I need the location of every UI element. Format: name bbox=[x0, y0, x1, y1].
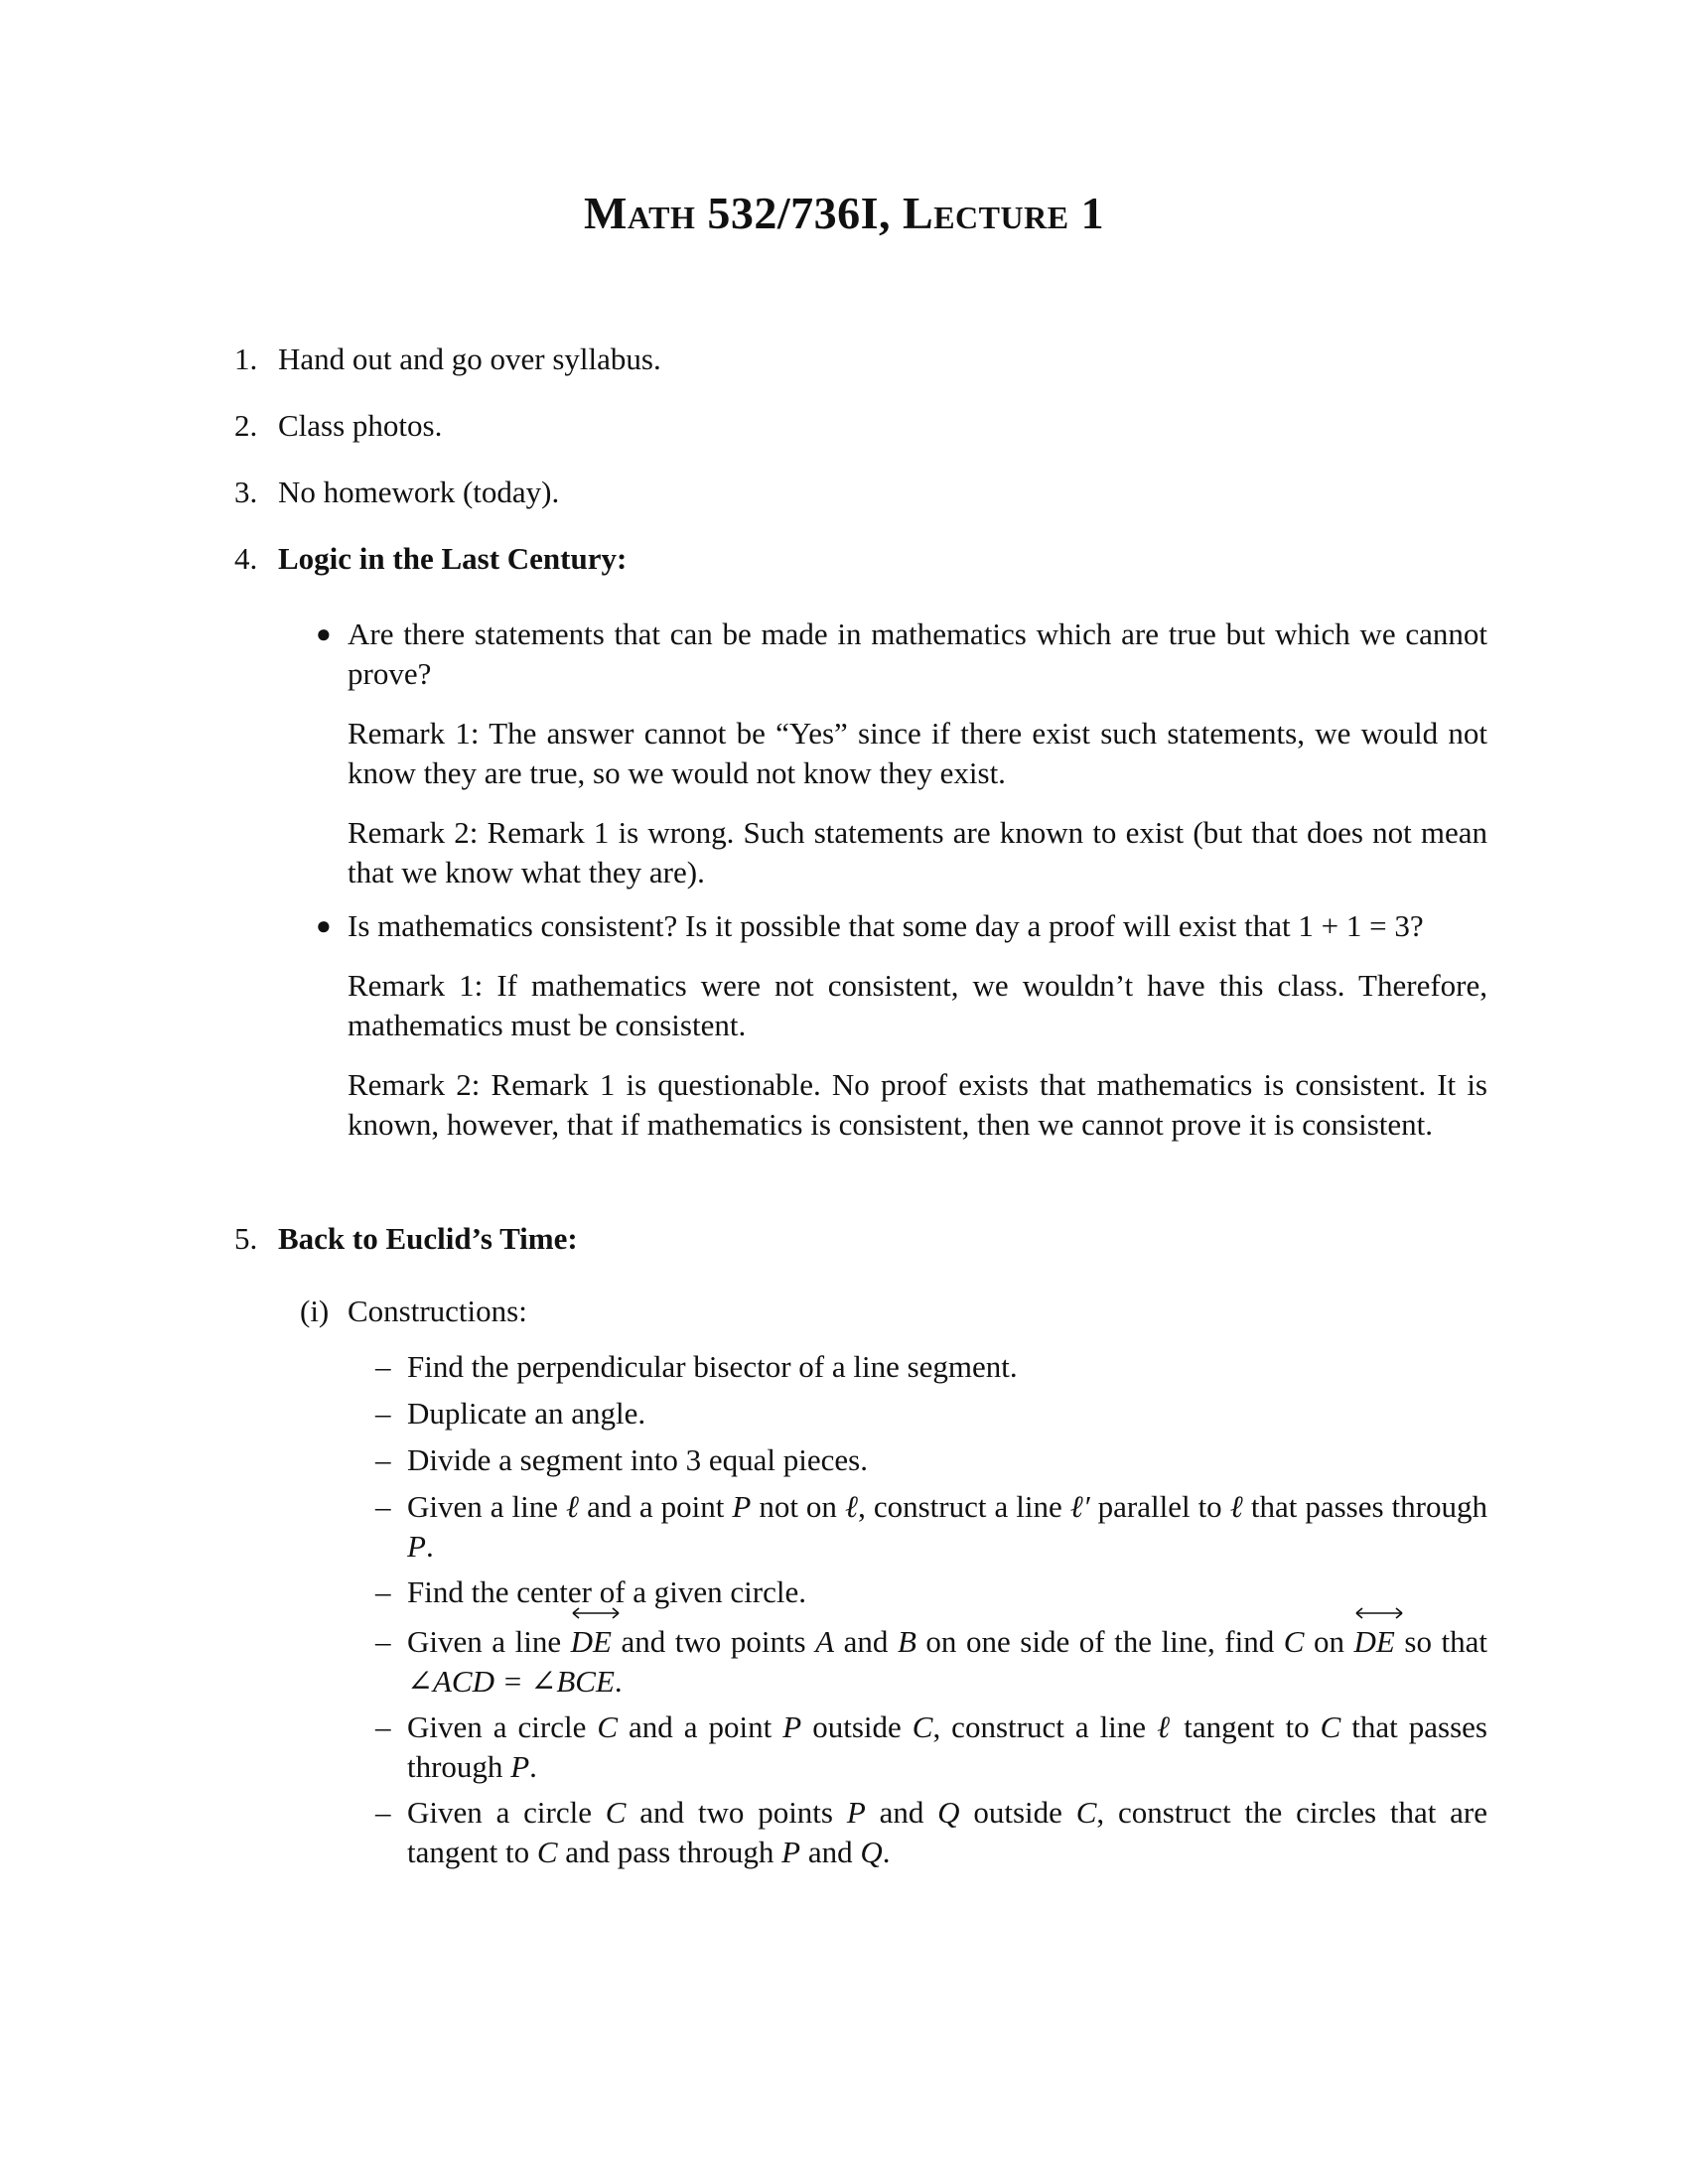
text-run: . bbox=[614, 1664, 623, 1699]
item-number: 4. bbox=[234, 541, 258, 576]
dash-icon: – bbox=[375, 1349, 391, 1384]
text-run: on one side of the line, find bbox=[915, 1624, 1284, 1659]
math-var: C bbox=[597, 1709, 619, 1744]
bullet-icon: ● bbox=[316, 911, 332, 940]
question-2-remark-2: Remark 2: Remark 1 is questionable. No proof exists that mathematics is consistent. It is known, however, that if mathematics is consistent, then we cannot prove it is consistent. bbox=[348, 1067, 1487, 1142]
math-var: C bbox=[605, 1795, 627, 1830]
text-run: and bbox=[865, 1795, 938, 1830]
math-var: ℓ′ bbox=[1069, 1489, 1090, 1524]
math-var: P bbox=[510, 1749, 530, 1784]
construction-8 bbox=[407, 1793, 1487, 1872]
math-expression: ∠ACD = ∠BCE bbox=[407, 1664, 615, 1699]
text-run: and bbox=[834, 1624, 898, 1659]
text-run: and a point bbox=[579, 1489, 733, 1524]
text-run: that passes through bbox=[407, 1709, 1487, 1784]
math-var: P bbox=[407, 1529, 426, 1564]
math-var: P bbox=[732, 1489, 752, 1524]
math-var: P bbox=[781, 1835, 801, 1869]
dash-icon: – bbox=[375, 1442, 391, 1477]
text-run: tangent to bbox=[1173, 1709, 1321, 1744]
title-l: L bbox=[903, 188, 934, 238]
question-2: Is mathematics consistent? Is it possible that some day a proof will exist that 1 + 1 = 3? bbox=[348, 908, 1424, 943]
question-2-remark-1: Remark 1: If mathematics were not consistent, we wouldn’t have this class. Therefore, mathematics must be consistent. bbox=[348, 968, 1487, 1042]
title-ath: ath bbox=[627, 188, 696, 238]
section-heading-logic: Logic in the Last Century: bbox=[278, 541, 628, 576]
math-var: C bbox=[1320, 1709, 1341, 1744]
construction-7 bbox=[407, 1707, 1487, 1787]
text-run: outside bbox=[959, 1795, 1076, 1830]
text-run: Given a line bbox=[407, 1624, 571, 1659]
title-ecture: ecture bbox=[933, 188, 1069, 238]
text-run: . bbox=[425, 1529, 434, 1564]
dash-icon: – bbox=[375, 1396, 391, 1431]
construction-6 bbox=[407, 1622, 1487, 1702]
math-var: ℓ bbox=[844, 1489, 859, 1524]
section-heading-euclid: Back to Euclid’s Time: bbox=[278, 1221, 578, 1256]
item-text: Hand out and go over syllabus. bbox=[278, 341, 661, 376]
math-var: ℓ bbox=[566, 1489, 580, 1524]
line-de-overarrow bbox=[1354, 1622, 1395, 1662]
text-run: and a point bbox=[618, 1709, 783, 1744]
text-run: and two points bbox=[626, 1795, 847, 1830]
item-text: No homework (today). bbox=[278, 475, 560, 509]
text-run: parallel to bbox=[1089, 1489, 1230, 1524]
math-var: P bbox=[782, 1709, 802, 1744]
math-var: ℓ bbox=[1157, 1709, 1174, 1744]
dash-icon: – bbox=[375, 1795, 391, 1830]
item-number: 5. bbox=[234, 1221, 258, 1256]
title-m: M bbox=[583, 188, 628, 238]
text-run: . bbox=[882, 1835, 891, 1869]
text-run: Given a line bbox=[407, 1489, 566, 1524]
double-arrow-icon bbox=[571, 1606, 621, 1620]
question-1-remark-2: Remark 2: Remark 1 is wrong. Such statements are known to exist (but that does not mean that we know what they are). bbox=[348, 815, 1487, 889]
text-run: Given a circle bbox=[407, 1709, 598, 1744]
math-var: DE bbox=[1353, 1624, 1395, 1659]
construction-1: Find the perpendicular bisector of a line segment. bbox=[407, 1349, 1018, 1384]
math-var: C bbox=[536, 1835, 558, 1869]
item-text: Class photos. bbox=[278, 408, 443, 443]
item-number: 3. bbox=[234, 475, 258, 509]
dash-icon: – bbox=[375, 1624, 391, 1659]
text-run: and pass through bbox=[557, 1835, 782, 1869]
item-number: 1. bbox=[234, 341, 258, 376]
title-end: 1 bbox=[1068, 188, 1105, 238]
question-1: Are there statements that can be made in mathematics which are true but which we cannot prove? bbox=[348, 616, 1487, 691]
text-run: and two points bbox=[611, 1624, 816, 1659]
math-var: Q bbox=[860, 1835, 883, 1869]
page-title bbox=[0, 187, 1688, 239]
text-run: so that bbox=[1394, 1624, 1487, 1659]
text-run: , construct the circles that are tangent to bbox=[407, 1795, 1487, 1869]
math-var: C bbox=[1075, 1795, 1097, 1830]
construction-2: Duplicate an angle. bbox=[407, 1396, 646, 1431]
math-var: B bbox=[897, 1624, 916, 1659]
item-number: 2. bbox=[234, 408, 258, 443]
text-run: Given a circle bbox=[407, 1795, 606, 1830]
text-run: , construct a line bbox=[932, 1709, 1158, 1744]
math-var: C bbox=[912, 1709, 933, 1744]
dash-icon: – bbox=[375, 1574, 391, 1609]
bullet-icon: ● bbox=[316, 619, 332, 648]
text-run: not on bbox=[751, 1489, 845, 1524]
sub-item-label: (i) bbox=[300, 1294, 330, 1328]
math-var: C bbox=[1283, 1624, 1305, 1659]
construction-4 bbox=[407, 1487, 1487, 1567]
double-arrow-icon bbox=[1354, 1606, 1404, 1620]
math-var: A bbox=[815, 1624, 835, 1659]
text-run: , construct a line bbox=[858, 1489, 1070, 1524]
text-run: that passes through bbox=[1242, 1489, 1487, 1524]
dash-icon: – bbox=[375, 1709, 391, 1744]
math-var: DE bbox=[570, 1624, 612, 1659]
construction-3: Divide a segment into 3 equal pieces. bbox=[407, 1442, 869, 1477]
dash-icon: – bbox=[375, 1489, 391, 1524]
text-run: outside bbox=[801, 1709, 913, 1744]
sub-item-title: Constructions: bbox=[348, 1294, 527, 1328]
construction-5: Find the center of a given circle. bbox=[407, 1574, 806, 1609]
math-var: P bbox=[846, 1795, 866, 1830]
text-run: . bbox=[529, 1749, 537, 1784]
text-run: and bbox=[800, 1835, 861, 1869]
math-var: ℓ bbox=[1229, 1489, 1243, 1524]
math-var: Q bbox=[937, 1795, 960, 1830]
line-de-overarrow bbox=[571, 1622, 612, 1662]
title-number: 532/736I, bbox=[695, 188, 904, 238]
question-1-remark-1: Remark 1: The answer cannot be “Yes” since if there exist such statements, we would not know they are true, so we would not know they exist. bbox=[348, 716, 1487, 790]
text-run: on bbox=[1304, 1624, 1354, 1659]
